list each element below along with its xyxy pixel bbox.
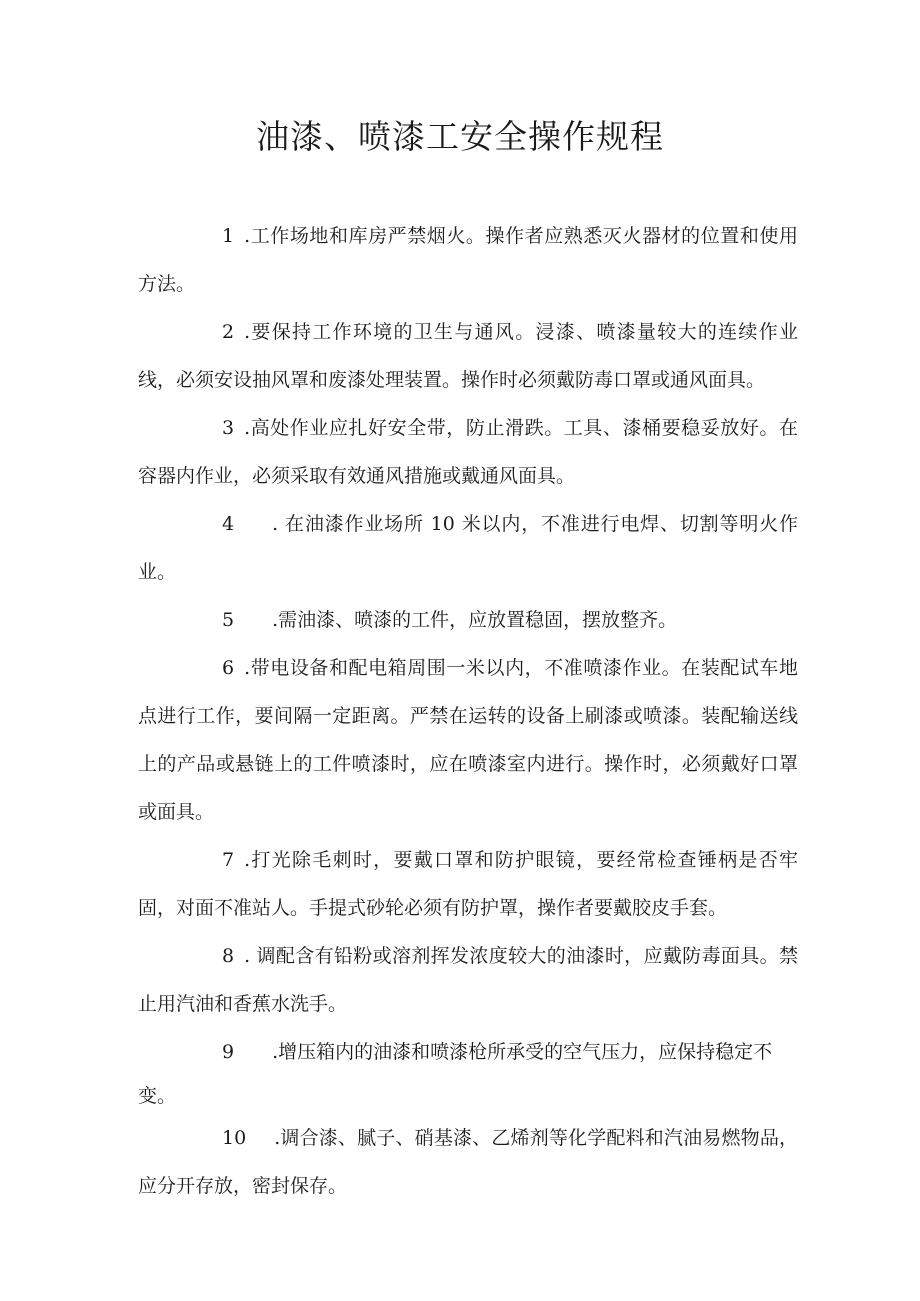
item-text: .带电设备和配电箱周围一米以内，不准喷漆作业。在装配试车地点进行工作，要间隔一定距离。严禁在运转的设备上刷漆或喷漆。装配输送线上的产品或悬链上的工件喷漆时，应在喷漆室内进行。操作时，必须戴好口罩或面具。 — [138, 657, 798, 823]
item-number: 1 — [222, 225, 235, 247]
item-number: 9 — [222, 1041, 235, 1063]
document-body — [138, 212, 798, 1210]
list-item — [138, 1028, 798, 1076]
item-text: .增压箱内的油漆和喷漆枪所承受的空气压力，应保持稳定不 — [272, 1041, 773, 1063]
item-number: 7 — [222, 849, 235, 871]
list-item — [138, 212, 798, 308]
list-item — [138, 1114, 798, 1210]
item-text: . 在油漆作业场所 10 米以内，不准进行电焊、切割等明火作业。 — [138, 513, 798, 583]
item-text: .要保持工作环境的卫生与通风。浸漆、喷漆量较大的连续作业线，必须安设抽风罩和废漆处理装置。操作时必须戴防毒口罩或通风面具。 — [138, 321, 798, 391]
item-text: .需油漆、喷漆的工件，应放置稳固，摆放整齐。 — [272, 609, 678, 631]
page-title: 油漆、喷漆工安全操作规程 — [256, 117, 664, 156]
item-text: .调合漆、腻子、硝基漆、乙烯剂等化学配料和汽油易燃物品，应分开存放，密封保存。 — [138, 1127, 798, 1197]
item-text-tail: 变。 — [138, 1085, 177, 1107]
item-number: 6 — [222, 657, 235, 679]
item-number: 4 — [222, 513, 235, 535]
item-number: 8 — [222, 945, 235, 967]
item-number: 3 — [222, 417, 235, 439]
list-item — [138, 308, 798, 404]
item-number: 10 — [222, 1127, 247, 1149]
item-number: 5 — [222, 609, 235, 631]
item-text: . 调配含有铅粉或溶剂挥发浓度较大的油漆时，应戴防毒面具。禁止用汽油和香蕉水洗手。 — [138, 945, 798, 1015]
item-text: .工作场地和库房严禁烟火。操作者应熟悉灭火器材的位置和使用方法。 — [138, 225, 798, 295]
list-item-continuation — [138, 1072, 798, 1120]
item-number: 2 — [222, 321, 235, 343]
item-text: .高处作业应扎好安全带，防止滑跌。工具、漆桶要稳妥放好。在容器内作业，必须采取有效通风措施或戴通风面具。 — [138, 417, 798, 487]
list-item — [138, 500, 798, 596]
list-item — [138, 644, 798, 836]
item-text: .打光除毛刺时，要戴口罩和防护眼镜，要经常检查锤柄是否牢固，对面不准站人。手提式砂轮必须有防护罩，操作者要戴胶皮手套。 — [138, 849, 798, 919]
list-item — [138, 596, 798, 644]
list-item — [138, 404, 798, 500]
list-item — [138, 932, 798, 1028]
list-item — [138, 836, 798, 932]
